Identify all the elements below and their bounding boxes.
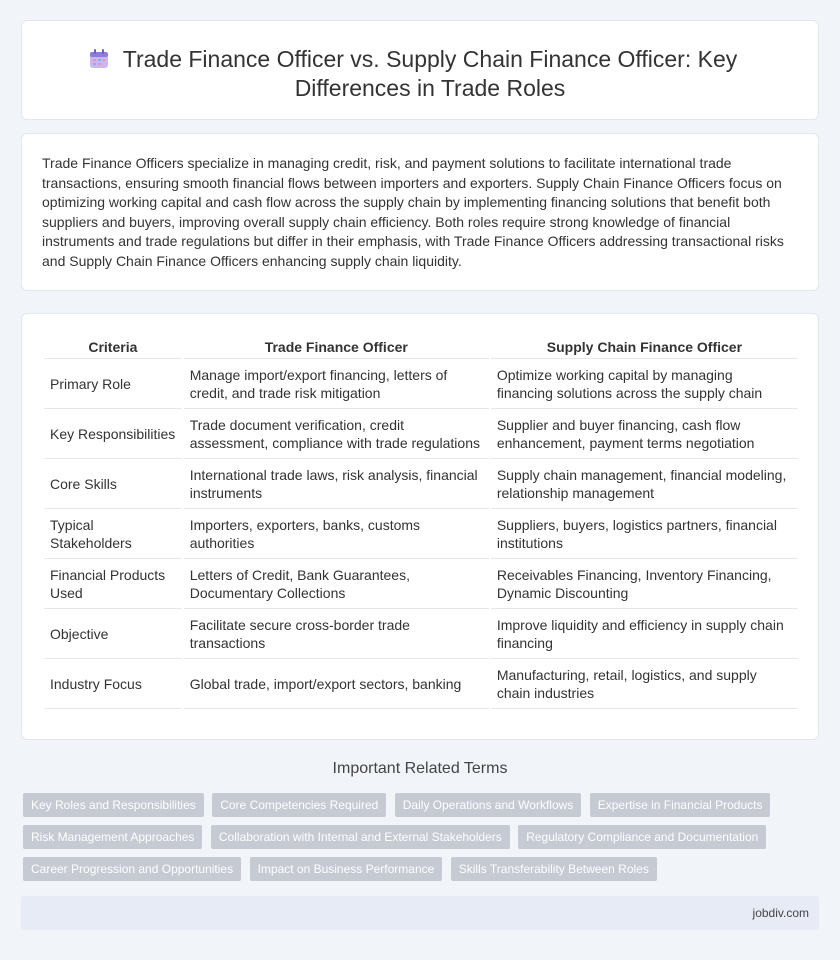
criteria-cell: Objective <box>44 609 182 659</box>
criteria-cell: Typical Stakeholders <box>44 509 182 559</box>
table-row <box>44 409 798 459</box>
table-row <box>44 359 798 409</box>
related-term-tag[interactable]: Skills Transferability Between Roles <box>451 857 657 881</box>
trade-finance-cell: Facilitate secure cross-border trade transactions <box>184 609 489 659</box>
related-terms-list <box>23 793 813 889</box>
intro-paragraph: Trade Finance Officers specialize in managing credit, risk, and payment solutions to facilitate international trade transactions, ensuring smooth financial flows between importers and exporters. Supply Chain Finance Officers focus on optimizing working capital and cash flow across the supply chain by implementing financing solutions that benefit both suppliers and buyers, improving overall supply chain efficiency. Both roles require strong knowledge of financial instruments and trade regulations but differ in their emphasis, with Trade Finance Officers addressing transactional risks and Supply Chain Finance Officers enhancing supply chain liquidity. <box>42 155 784 269</box>
related-term-tag[interactable]: Expertise in Financial Products <box>590 793 771 817</box>
comparison-card <box>21 313 819 740</box>
criteria-cell: Primary Role <box>44 359 182 409</box>
criteria-cell: Key Responsibilities <box>44 409 182 459</box>
related-term-tag[interactable]: Impact on Business Performance <box>250 857 443 881</box>
related-term-tag[interactable]: Core Competencies Required <box>212 793 386 817</box>
table-row <box>44 659 798 709</box>
trade-finance-cell: Global trade, import/export sectors, banking <box>184 659 489 709</box>
related-term-tag[interactable]: Risk Management Approaches <box>23 825 202 849</box>
header-supply-chain-finance-officer: Supply Chain Finance Officer <box>491 336 798 359</box>
related-term-tag[interactable]: Daily Operations and Workflows <box>395 793 582 817</box>
criteria-cell: Core Skills <box>44 459 182 509</box>
footer-bar <box>21 896 819 930</box>
table-row <box>44 509 798 559</box>
trade-finance-cell: Letters of Credit, Bank Guarantees, Documentary Collections <box>184 559 489 609</box>
supply-chain-cell: Suppliers, buyers, logistics partners, financial institutions <box>491 509 798 559</box>
criteria-cell: Industry Focus <box>44 659 182 709</box>
page-title: Trade Finance Officer vs. Supply Chain Finance Officer: Key Differences in Trade Roles <box>122 46 738 101</box>
supply-chain-cell: Supply chain management, financial modeling, relationship management <box>491 459 798 509</box>
title-card <box>21 20 819 120</box>
table-row <box>44 609 798 659</box>
related-term-tag[interactable]: Career Progression and Opportunities <box>23 857 241 881</box>
comparison-table <box>42 336 800 709</box>
related-terms-title: Important Related Terms <box>332 760 508 777</box>
related-term-tag[interactable]: Collaboration with Internal and External Stakeholders <box>211 825 510 849</box>
trade-finance-cell: Importers, exporters, banks, customs authorities <box>184 509 489 559</box>
intro-card <box>21 133 819 291</box>
header-criteria: Criteria <box>44 336 182 359</box>
supply-chain-cell: Receivables Financing, Inventory Financing, Dynamic Discounting <box>491 559 798 609</box>
supply-chain-cell: Supplier and buyer financing, cash flow enhancement, payment terms negotiation <box>491 409 798 459</box>
supply-chain-cell: Manufacturing, retail, logistics, and supply chain industries <box>491 659 798 709</box>
footer-site-link[interactable]: jobdiv.com <box>752 906 809 920</box>
table-row <box>44 459 798 509</box>
criteria-cell: Financial Products Used <box>44 559 182 609</box>
header-trade-finance-officer: Trade Finance Officer <box>184 336 489 359</box>
trade-finance-cell: International trade laws, risk analysis, financial instruments <box>184 459 489 509</box>
supply-chain-cell: Improve liquidity and efficiency in supply chain financing <box>491 609 798 659</box>
table-header-row <box>44 336 798 359</box>
related-term-tag[interactable]: Key Roles and Responsibilities <box>23 793 204 817</box>
trade-finance-cell: Trade document verification, credit assessment, compliance with trade regulations <box>184 409 489 459</box>
supply-chain-cell: Optimize working capital by managing financing solutions across the supply chain <box>491 359 798 409</box>
table-row <box>44 559 798 609</box>
trade-finance-cell: Manage import/export financing, letters of credit, and trade risk mitigation <box>184 359 489 409</box>
related-term-tag[interactable]: Regulatory Compliance and Documentation <box>518 825 766 849</box>
